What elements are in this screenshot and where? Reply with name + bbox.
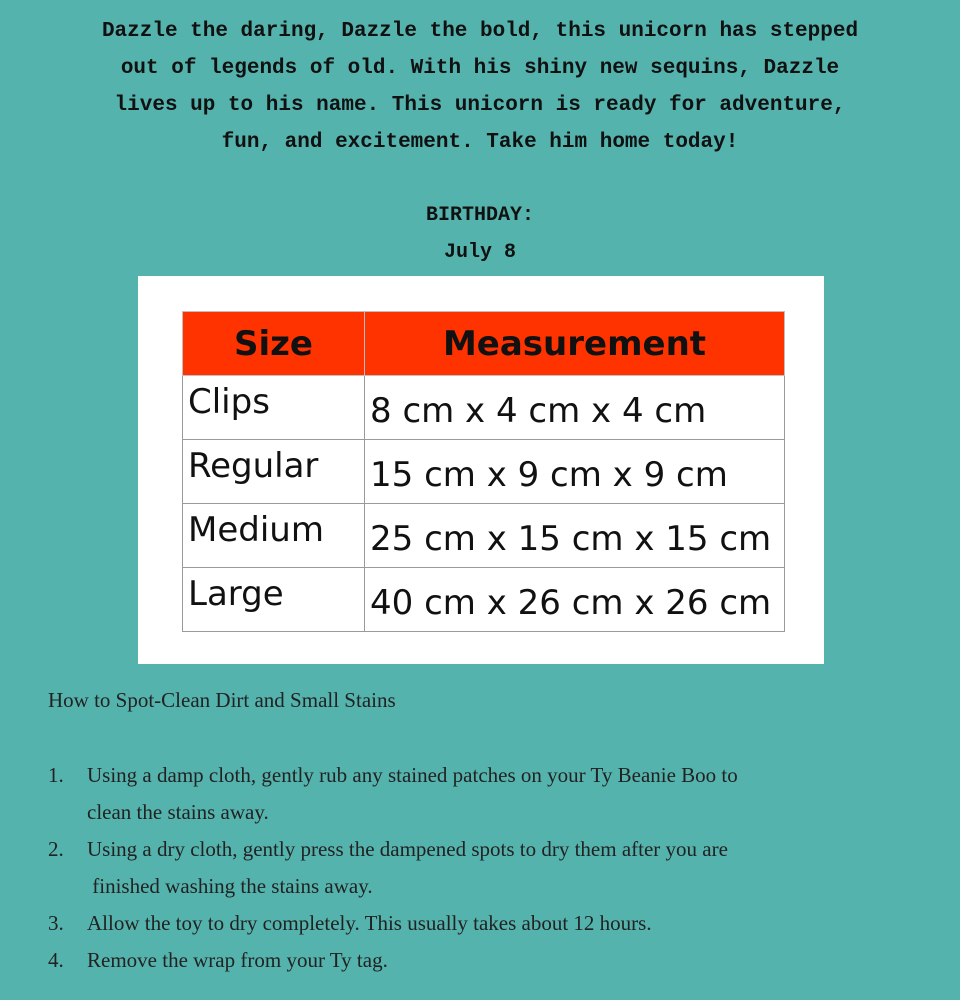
description-line: fun, and excitement. Take him home today!: [221, 131, 739, 154]
step-number: 4.: [48, 948, 64, 972]
size-cell: Clips: [183, 376, 365, 440]
step-text: [87, 757, 928, 831]
list-item: [48, 757, 928, 831]
step-number: 2.: [48, 837, 64, 861]
list-item: [48, 905, 928, 942]
description-line: lives up to his name. This unicorn is ready for adventure,: [114, 94, 846, 117]
list-item: [48, 942, 928, 979]
birthday-label: BIRTHDAY:: [425, 204, 535, 227]
size-cell: Large: [183, 568, 365, 632]
step-line: Remove the wrap from your Ty tag.: [87, 948, 388, 972]
birthday-date: July 8: [443, 241, 516, 264]
step-line: finished washing the stains away.: [87, 874, 373, 898]
measurement-cell: 40 cm x 26 cm x 26 cm: [365, 568, 785, 632]
product-description: [0, 13, 960, 161]
care-steps-list: [48, 757, 928, 979]
size-cell: Medium: [183, 504, 365, 568]
header-size: Size: [183, 312, 365, 376]
step-line: Using a damp cloth, gently rub any stained patches on your Ty Beanie Boo to: [87, 763, 738, 787]
step-line: Allow the toy to dry completely. This usually takes about 12 hours.: [87, 911, 652, 935]
step-number: 3.: [48, 911, 64, 935]
step-text: [87, 831, 928, 905]
table-row: [183, 504, 785, 568]
size-table: [182, 311, 785, 632]
measurement-cell: 8 cm x 4 cm x 4 cm: [365, 376, 785, 440]
table-row: [183, 440, 785, 504]
description-line: out of legends of old. With his shiny new sequins, Dazzle: [120, 57, 840, 80]
table-row: [183, 568, 785, 632]
size-chart-image: [138, 276, 824, 664]
measurement-cell: 25 cm x 15 cm x 15 cm: [365, 504, 785, 568]
description-line: Dazzle the daring, Dazzle the bold, this unicorn has stepped: [101, 20, 859, 43]
step-line: Using a dry cloth, gently press the dampened spots to dry them after you are: [87, 837, 728, 861]
list-item: [48, 831, 928, 905]
table-header-row: [183, 312, 785, 376]
measurement-cell: 15 cm x 9 cm x 9 cm: [365, 440, 785, 504]
header-measurement: Measurement: [365, 312, 785, 376]
step-line: clean the stains away.: [87, 800, 269, 824]
step-text: [87, 905, 928, 942]
table-row: [183, 376, 785, 440]
step-number: 1.: [48, 763, 64, 787]
care-instructions-title: How to Spot-Clean Dirt and Small Stains: [48, 688, 396, 712]
size-cell: Regular: [183, 440, 365, 504]
step-text: [87, 942, 928, 979]
